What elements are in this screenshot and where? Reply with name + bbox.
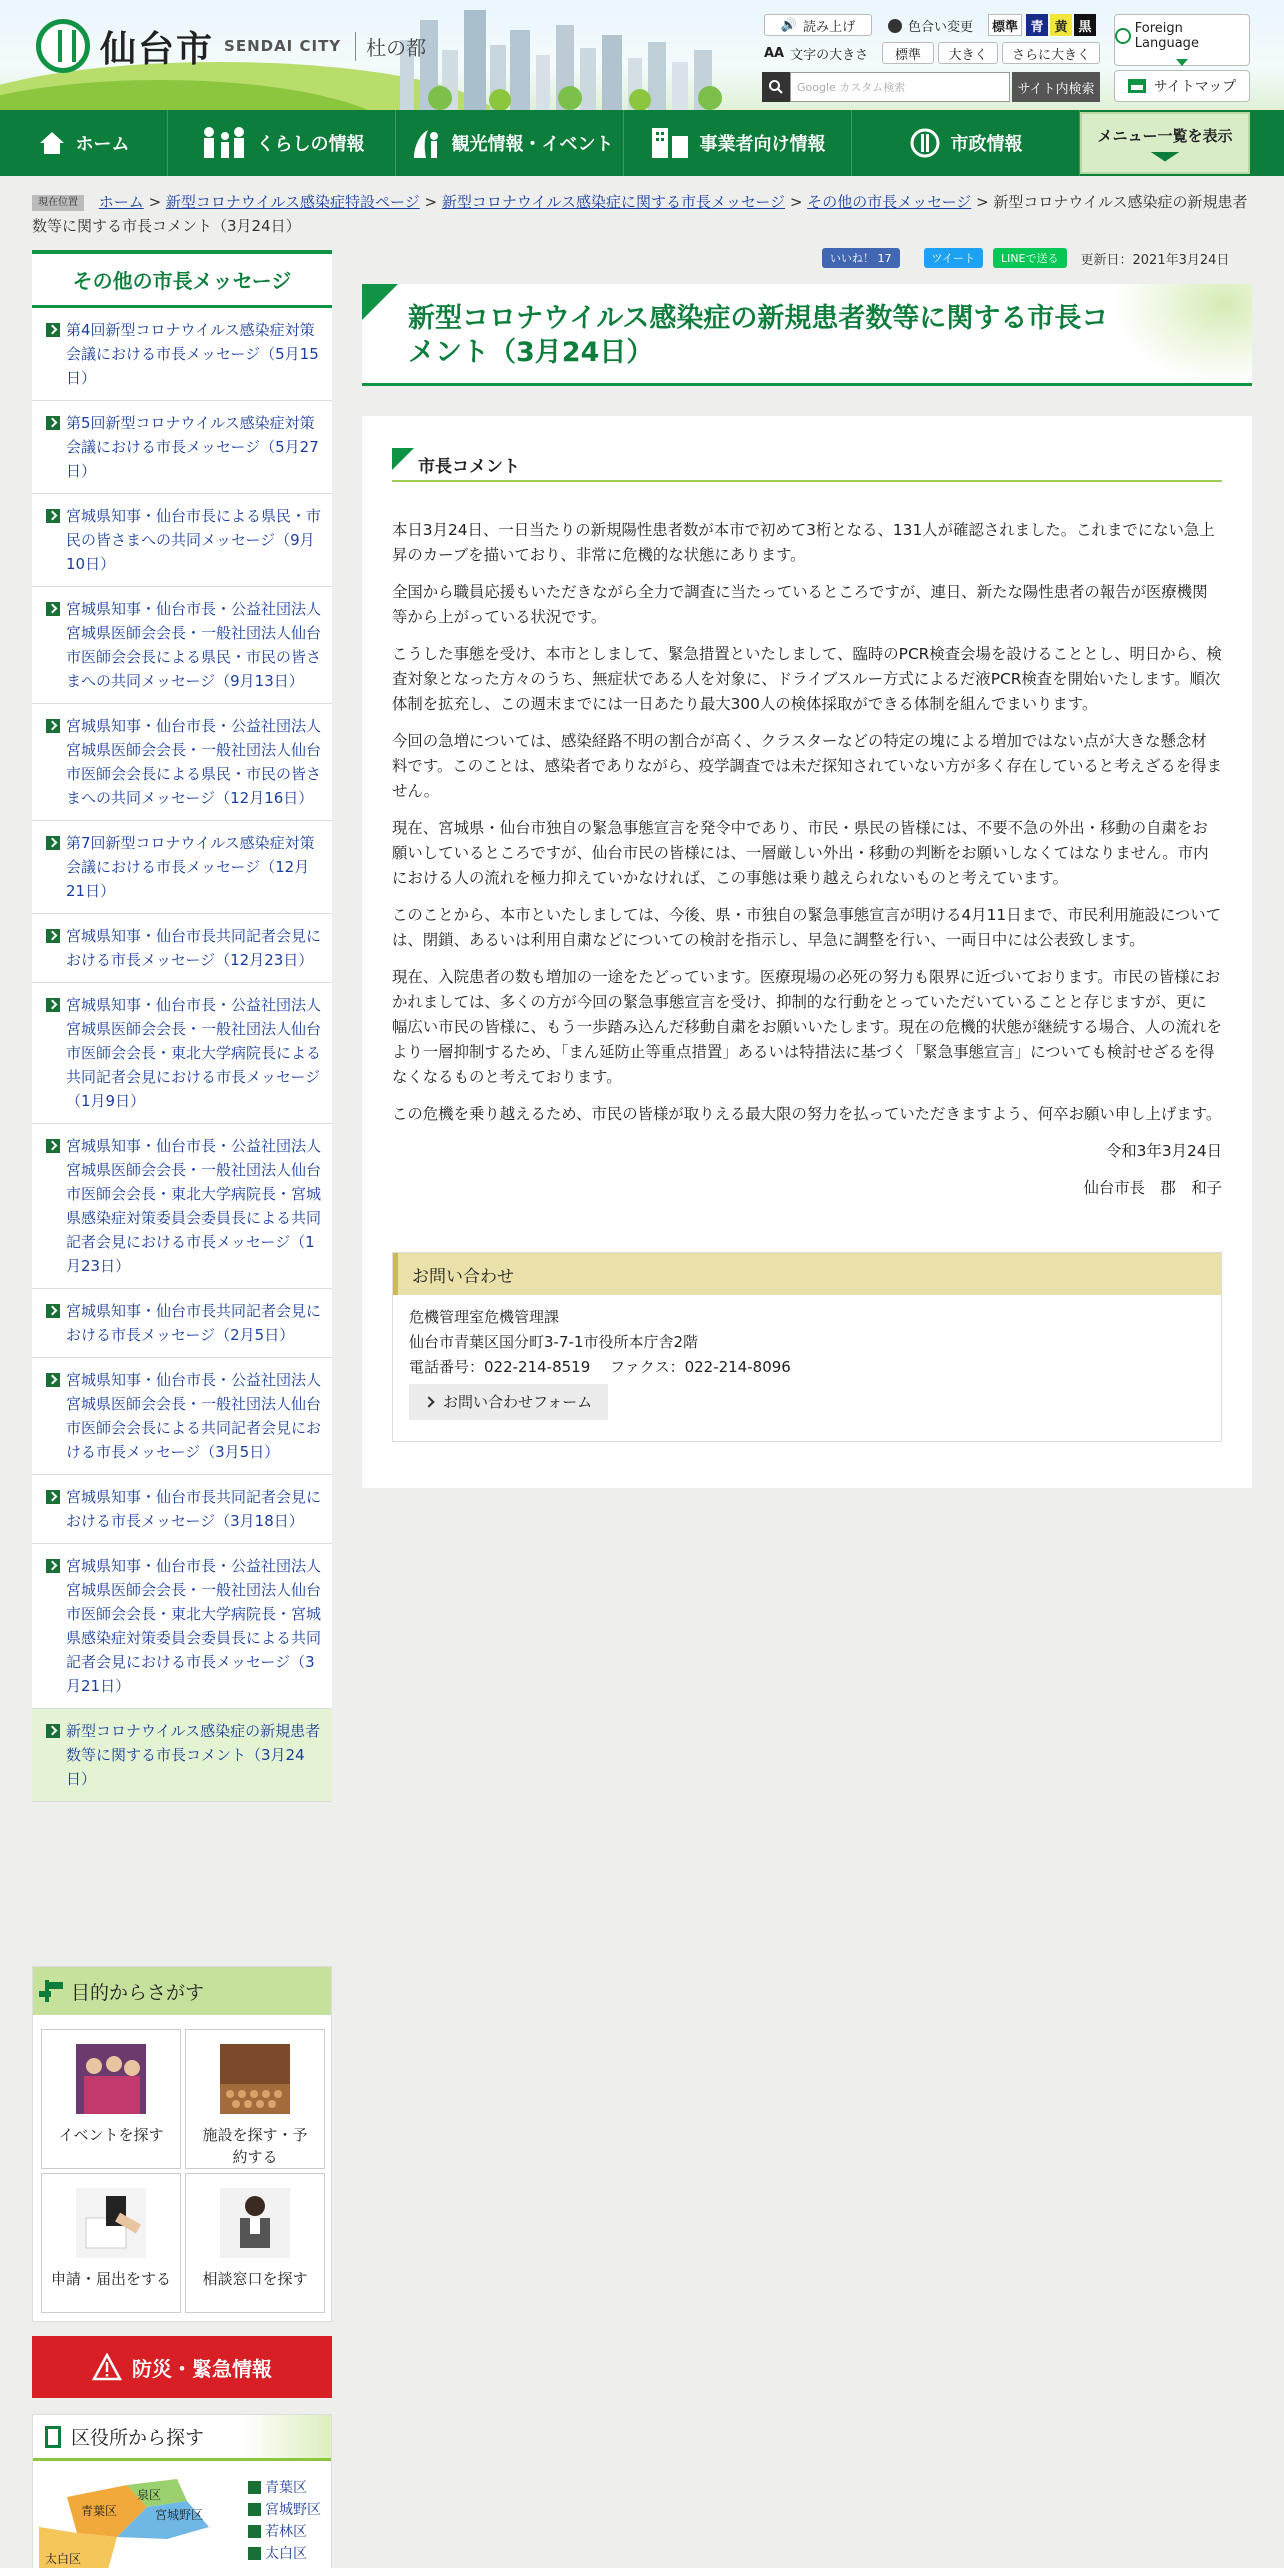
sidebar-list <box>32 308 332 1802</box>
paragraph: この危機を乗り越えるため、市民の皆様が取りえる最大限の努力を払っていただきますよう、何卒お願い申し上げます。 <box>392 1105 1222 1123</box>
logo-city-name: 仙台市 <box>100 28 215 70</box>
sidebar-item[interactable] <box>32 1544 332 1709</box>
article-date: 令和3年3月24日 <box>1105 1142 1222 1160</box>
size-large-button[interactable]: 大きく <box>938 42 998 64</box>
map-label-aoba: 青葉区 <box>81 2504 118 2518</box>
arrow-icon <box>46 1139 60 1153</box>
section-heading: 市長コメント <box>392 448 1222 482</box>
color-change-text: 色合い変更 <box>908 20 974 35</box>
breadcrumb-link-mayor-messages[interactable]: 新型コロナウイルス感染症に関する市長メッセージ <box>441 193 786 211</box>
sidebar-item[interactable] <box>32 1358 332 1475</box>
warning-icon <box>92 2353 122 2381</box>
ward-link-taihaku[interactable] <box>248 2543 307 2563</box>
arrow-icon <box>46 836 60 850</box>
ward-map[interactable] <box>37 2467 237 2568</box>
city-skyline-illustration <box>380 0 760 110</box>
palette-icon <box>888 19 902 33</box>
size-standard-button[interactable]: 標準 <box>882 42 934 64</box>
sidebar-item-label: 宮城県知事・仙台市長・公益社団法人宮城県医師会会長・一般社団法人仙台市医師会会長による県民・市民の皆さまへの共同メッセージ（12月16日） <box>66 717 322 807</box>
search-input[interactable] <box>790 72 1010 102</box>
purpose-facilities-label: 施設を探す・予約する <box>202 2126 308 2166</box>
sidebar-item[interactable] <box>32 983 332 1124</box>
article-body <box>392 518 1222 1213</box>
read-aloud-button[interactable] <box>764 14 872 36</box>
breadcrumb-current: 新型コロナウイルス感染症の新規患者数等に関する市長コメント（3月24日） <box>32 193 1248 235</box>
sidebar-item-label: 宮城県知事・仙台市長による県民・市民の皆さまへの共同メッセージ（9月10日） <box>66 507 322 573</box>
contact-box <box>392 1252 1222 1442</box>
read-aloud-label: 読み上げ <box>803 19 856 35</box>
ward-link-miyagino[interactable] <box>248 2499 321 2519</box>
sidebar-item-label: 宮城県知事・仙台市長共同記者会見における市長メッセージ（2月5日） <box>66 1302 322 1344</box>
sidebar-item-label: 第5回新型コロナウイルス感染症対策会議における市長メッセージ（5月27日） <box>66 414 319 480</box>
paragraph: こうした事態を受け、本市としまして、緊急措置といたしまして、臨時のPCR検査会場を設けることとし、明日から、検査対象となった方々のうち、無症状である人を対象に、ドライブスルー方式によるだ液PCR検査を開始いたします。順次体制を拡充し、この週末までには一日あたり最大300人の検体採取ができる体制を組んでまいります。 <box>392 645 1222 713</box>
map-label-miyagino: 宮城野区 <box>155 2508 204 2522</box>
color-blue-button[interactable]: 青 <box>1026 14 1048 36</box>
foreign-language-button[interactable] <box>1114 14 1250 66</box>
nav-city-admin-label: 市政情報 <box>950 134 1023 155</box>
ward-link-aoba[interactable] <box>248 2477 307 2497</box>
sidebar-item[interactable] <box>32 1709 332 1802</box>
breadcrumb-sep: > <box>976 193 994 211</box>
chevron-right-icon <box>423 1396 434 1407</box>
page-title: 新型コロナウイルス感染症の新規患者数等に関する市長コメント（3月24日） <box>408 303 1109 368</box>
arrow-icon <box>46 1724 60 1738</box>
sidebar-item-label: 第4回新型コロナウイルス感染症対策会議における市長メッセージ（5月15日） <box>66 321 319 387</box>
nav-city-admin[interactable] <box>852 110 1080 176</box>
article-signature: 仙台市長 郡 和子 <box>1083 1179 1222 1197</box>
sidebar-item-label: 宮城県知事・仙台市長共同記者会見における市長メッセージ（3月18日） <box>66 1488 322 1530</box>
arrow-icon <box>46 602 60 616</box>
paragraph: 今回の急増については、感染経路不明の割合が高く、クラスターなどの特定の塊による増加ではない点が大きな懸念材料です。このことは、感染者でありながら、疫学調査では未だ探知されていない方が多く存在していると考えざるを得ません。 <box>392 732 1222 800</box>
globe-icon <box>1115 28 1131 44</box>
nav-tourism-label: 観光情報・イベント <box>451 134 614 155</box>
ward-header <box>33 2415 331 2461</box>
chevron-down-icon <box>1176 59 1188 66</box>
emergency-info-button[interactable] <box>32 2336 332 2398</box>
breadcrumb-link-other-messages[interactable]: その他の市長メッセージ <box>807 193 972 211</box>
sitemap-icon <box>1128 79 1146 93</box>
ward-search-panel <box>32 2414 332 2568</box>
nav-tourism[interactable] <box>396 110 624 176</box>
color-change-label <box>888 16 973 35</box>
site-header <box>0 0 1284 110</box>
arrow-icon <box>46 509 60 523</box>
ward-link-label: 太白区 <box>265 2546 307 2562</box>
sidebar-item[interactable] <box>32 401 332 494</box>
map-label-izumi: 泉区 <box>137 2488 162 2502</box>
contact-form-label: お問い合わせフォーム <box>443 1392 593 1411</box>
contact-title: お問い合わせ <box>393 1253 1221 1295</box>
foreign-language-row <box>1115 21 1249 51</box>
purpose-application[interactable] <box>41 2173 181 2313</box>
menu-all-label: メニュー一覧を表示 <box>1097 126 1233 145</box>
paragraph: 本日3月24日、一日当たりの新規陽性患者数が本市で初めて3桁となる、131人が確認されました。これまでにない急上昇のカーブを描いており、非常に危機的な状態にあります。 <box>392 521 1215 564</box>
contact-form-button[interactable] <box>409 1384 608 1420</box>
consultation-photo <box>220 2188 290 2258</box>
site-search-button[interactable]: サイト内検索 <box>1012 72 1100 102</box>
nav-business-label: 事業者向け情報 <box>699 134 826 155</box>
leaf-decoration <box>1112 284 1252 384</box>
arrow-icon <box>248 2525 261 2538</box>
facebook-like-button[interactable]: いいね！ 17 <box>822 248 900 268</box>
purpose-consultation[interactable] <box>185 2173 325 2313</box>
size-larger-button[interactable]: さらに大きく <box>1002 42 1100 64</box>
breadcrumb-tag: 現在位置 <box>32 195 84 211</box>
building-icon <box>650 126 690 160</box>
site-logo[interactable] <box>36 18 426 74</box>
facility-photo <box>220 2044 290 2114</box>
paragraph: 全国から職員応援もいただきながら全力で調査に当たっているところですが、連日、新たな陽性患者の報告が医療機関等から上がっている状況です。 <box>392 583 1208 626</box>
search-placeholder: Google カスタム検索 <box>797 81 906 94</box>
text-size-text: 文字の大きさ <box>790 48 869 63</box>
emergency-label: 防災・緊急情報 <box>132 2356 272 2381</box>
nav-living-label: くらしの情報 <box>256 134 365 155</box>
building-icon <box>45 2426 61 2448</box>
contact-body <box>393 1295 1221 1430</box>
home-icon <box>38 130 66 156</box>
logo-city-en: SENDAI CITY <box>224 37 342 55</box>
purpose-header <box>33 1967 331 2015</box>
paragraph: 現在、宮城県・仙台市独自の緊急事態宣言を発令中であり、市民・県民の皆様には、不要不急の外出・移動の自粛をお願いしているところですが、仙台市民の皆様には、一層厳しい外出・移動の判断をお願いしなくてはなりません。市内における人の流れを極力抑えていかなければ、この事態は乗り越えられないものと考えています。 <box>392 819 1209 887</box>
chevron-down-icon <box>1150 152 1180 162</box>
ward-link-wakabayashi[interactable] <box>248 2521 307 2541</box>
nav-living[interactable] <box>168 110 396 176</box>
arrow-icon <box>46 1559 60 1573</box>
color-yellow-button[interactable]: 黄 <box>1050 14 1072 36</box>
arrow-icon <box>46 998 60 1012</box>
purpose-consultation-label: 相談窓口を探す <box>202 2270 308 2288</box>
map-label-taihaku: 太白区 <box>45 2552 82 2566</box>
article-content <box>362 416 1252 1488</box>
sidebar-item-label: 宮城県知事・仙台市長・公益社団法人宮城県医師会会長・一般社団法人仙台市医師会会長による県民・市民の皆さまへの共同メッセージ（9月13日） <box>66 600 322 690</box>
search-icon <box>762 72 790 102</box>
breadcrumb-sep: > <box>424 193 442 211</box>
ward-title: 区役所から探す <box>71 2427 205 2449</box>
tourism-icon <box>406 126 442 160</box>
sidebar-item[interactable] <box>32 1475 332 1544</box>
foreign-language-label: Foreign Language <box>1134 21 1199 51</box>
line-share-button[interactable]: LINEで送る <box>993 248 1067 268</box>
sidebar-item-label: 宮城県知事・仙台市長・公益社団法人宮城県医師会会長・一般社団法人仙台市医師会会長・東北大学病院長による共同記者会見における市長メッセージ（1月9日） <box>66 996 322 1110</box>
arrow-icon <box>46 1373 60 1387</box>
purpose-events[interactable] <box>41 2029 181 2169</box>
purpose-search-panel <box>32 1966 332 2322</box>
purpose-events-label: イベントを探す <box>58 2126 164 2144</box>
sidebar <box>32 250 332 1802</box>
purpose-facilities[interactable] <box>185 2029 325 2169</box>
application-photo <box>76 2188 146 2258</box>
breadcrumb-sep: > <box>789 193 808 211</box>
purpose-application-label: 申請・届出をする <box>50 2270 171 2288</box>
sidebar-item[interactable] <box>32 914 332 983</box>
signpost-icon <box>45 1980 63 2002</box>
nav-home-label: ホーム <box>75 134 130 155</box>
sidebar-item-label: 宮城県知事・仙台市長・公益社団法人宮城県医師会会長・一般社団法人仙台市医師会会長・東北大学病院長・宮城県感染症対策委員会委員長による共同記者会見における市長メッセージ（1月23日） <box>66 1137 322 1275</box>
sidebar-item-label: 宮城県知事・仙台市長共同記者会見における市長メッセージ（12月23日） <box>66 927 322 969</box>
color-standard-button[interactable]: 標準 <box>988 14 1022 36</box>
paragraph: 現在、入院患者の数も増加の一途をたどっています。医療現場の必死の努力も限界に近づいております。市民の皆様におかれましては、多くの方が今回の緊急事態宣言を受け、抑制的な行動をとっていただいていることと存じますが、更に幅広い市民の皆様に、もう一歩踏み込んだ移動自粛をお願いいたします。現在の危機的状態が継続する場合、人の流れをより一層抑制するため、「まん延防止等重点措置」あるいは特措法に基づく「緊急事態宣言」についても検討せざるを得なくなるものと考えております。 <box>392 968 1222 1086</box>
sidebar-item-label: 第7回新型コロナウイルス感染症対策会議における市長メッセージ（12月21日） <box>66 834 315 900</box>
contact-address: 仙台市青葉区国分町3-7-1市役所本庁舎2階 <box>409 1333 699 1351</box>
sidebar-item[interactable] <box>32 587 332 704</box>
ward-link-label: 若林区 <box>265 2524 307 2540</box>
ward-link-label: 宮城野区 <box>265 2502 321 2518</box>
sidebar-item[interactable] <box>32 308 332 401</box>
menu-all-button[interactable] <box>1080 112 1250 174</box>
tweet-button[interactable]: ツイート <box>924 248 983 268</box>
nav-business[interactable] <box>624 110 852 176</box>
nav-home[interactable] <box>0 110 168 176</box>
arrow-icon <box>46 1490 60 1504</box>
share-bar <box>822 248 1229 268</box>
purpose-title: 目的からさがす <box>71 1981 205 2004</box>
sidebar-title: その他の市長メッセージ <box>32 250 332 308</box>
sidebar-item-label: 新型コロナウイルス感染症の新規患者数等に関する市長コメント（3月24日） <box>66 1722 321 1788</box>
contact-phone: 電話番号：022-214-8519 ファクス：022-214-8096 <box>409 1358 791 1376</box>
arrow-icon <box>248 2503 261 2516</box>
sidebar-item-label: 宮城県知事・仙台市長・公益社団法人宮城県医師会会長・一般社団法人仙台市医師会会長による共同記者会見における市長メッセージ（3月5日） <box>66 1371 322 1461</box>
arrow-icon <box>46 416 60 430</box>
sitemap-label: サイトマップ <box>1153 79 1237 95</box>
text-size-icon: AA <box>764 46 785 61</box>
color-black-button[interactable]: 黒 <box>1074 14 1096 36</box>
family-icon <box>199 126 247 160</box>
sidebar-item[interactable] <box>32 821 332 914</box>
arrow-icon <box>248 2547 261 2560</box>
arrow-icon <box>46 1304 60 1318</box>
event-photo <box>76 2044 146 2114</box>
sendai-emblem-icon <box>909 127 941 159</box>
text-size-label <box>764 44 868 63</box>
sidebar-item[interactable] <box>32 704 332 821</box>
breadcrumb-link-covid[interactable]: 新型コロナウイルス感染症特設ページ <box>165 193 420 211</box>
breadcrumb-link-home[interactable]: ホーム <box>98 193 144 211</box>
article-title-box <box>362 284 1252 386</box>
arrow-icon <box>46 929 60 943</box>
contact-dept: 危機管理室危機管理課 <box>409 1308 560 1326</box>
ward-link-label: 青葉区 <box>265 2480 307 2496</box>
logo-tagline: 杜の都 <box>355 32 426 61</box>
breadcrumb <box>32 190 1252 238</box>
sendai-emblem-icon <box>36 19 90 73</box>
sitemap-button[interactable] <box>1114 70 1250 102</box>
arrow-icon <box>46 323 60 337</box>
paragraph: このことから、本市といたしましては、今後、県・市独自の緊急事態宣言が明ける4月11日まで、市民利用施設については、閉鎖、あるいは利用自粛などについての検討を指示し、早急に調整を行い、一両日中には公表致します。 <box>392 906 1222 949</box>
sidebar-item[interactable] <box>32 1124 332 1289</box>
sidebar-item[interactable] <box>32 1289 332 1358</box>
arrow-icon <box>46 719 60 733</box>
updated-date: 更新日：2021年3月24日 <box>1080 252 1230 268</box>
speaker-icon: 🔊 <box>780 17 798 33</box>
breadcrumb-sep: > <box>148 193 166 211</box>
sidebar-item-label: 宮城県知事・仙台市長・公益社団法人宮城県医師会会長・一般社団法人仙台市医師会会長・東北大学病院長・宮城県感染症対策委員会委員長による共同記者会見における市長メッセージ（3月21日） <box>66 1557 322 1695</box>
sidebar-item[interactable] <box>32 494 332 587</box>
arrow-icon <box>248 2481 261 2494</box>
